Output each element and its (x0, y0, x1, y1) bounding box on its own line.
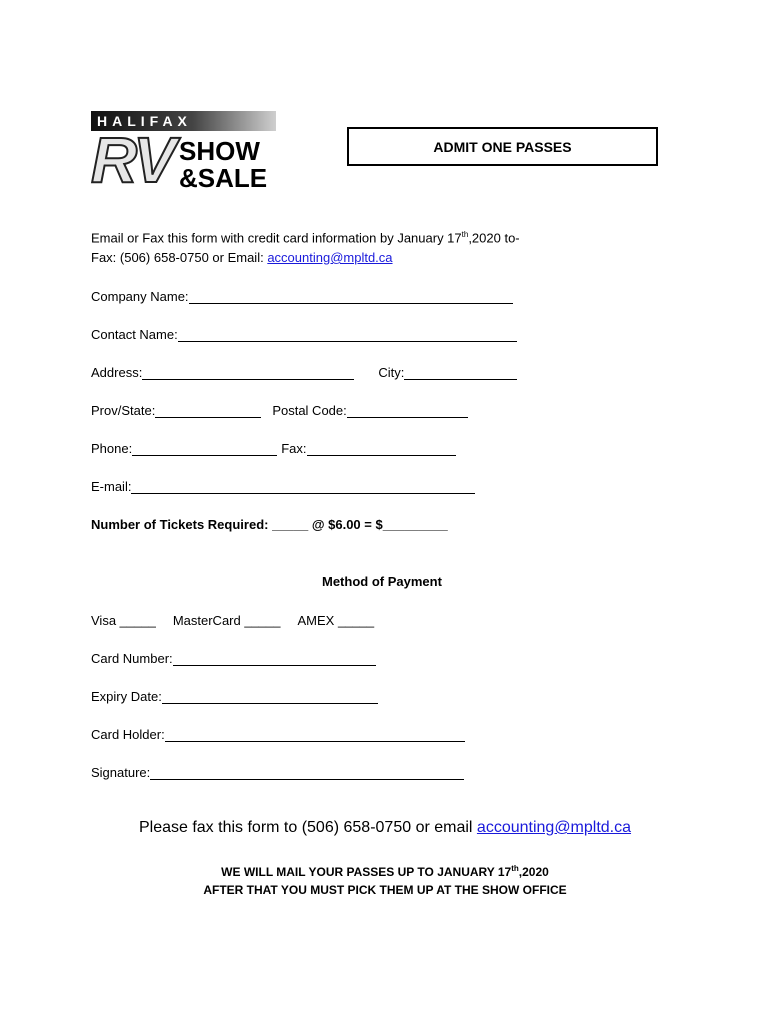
tickets-label: Number of Tickets Required: _____ @ $6.00 = $_________ (91, 517, 448, 532)
mail-notice-text-b: ,2020 (518, 865, 549, 879)
mail-notice (0, 864, 770, 879)
logo-city: HALIFAX (97, 113, 192, 129)
card-number-label: Card Number: (91, 651, 173, 666)
phone-row (91, 438, 456, 456)
title-box (347, 127, 658, 166)
contact-field[interactable] (178, 328, 517, 342)
prov-label: Prov/State: (91, 403, 156, 418)
card-number-row (91, 648, 376, 666)
intro-text-a: Email or Fax this form with credit card information by January 17 (91, 230, 462, 246)
signature-row (91, 762, 464, 780)
card-holder-label: Card Holder: (91, 727, 165, 742)
phone-field[interactable] (132, 442, 277, 456)
email-label: E-mail: (91, 479, 132, 494)
pickup-notice: AFTER THAT YOU MUST PICK THEM UP AT THE SHOW OFFICE (203, 883, 567, 897)
tickets-row (91, 514, 448, 532)
card-holder-field[interactable] (165, 728, 465, 742)
signature-label: Signature: (91, 765, 151, 780)
card-holder-row (91, 724, 465, 742)
prov-field[interactable] (155, 404, 261, 418)
intro-line-2 (91, 250, 393, 265)
city-field[interactable] (404, 366, 517, 380)
fax-instructions-text: Please fax this form to (506) 658-0750 or email (138, 819, 477, 836)
postal-label: Postal Code: (272, 403, 347, 418)
phone-label: Phone: (91, 441, 133, 456)
expiry-row (91, 686, 378, 704)
company-label: Company Name: (91, 289, 189, 304)
card-number-field[interactable] (173, 652, 376, 666)
company-field[interactable] (189, 290, 513, 304)
intro-email-link[interactable]: accounting@mpltd.ca (267, 250, 393, 265)
halifax-rv-show-logo (91, 111, 276, 196)
fax-instructions (0, 819, 770, 837)
footer-email-link[interactable]: accounting@mpltd.ca (476, 819, 632, 836)
logo-rv: RV (91, 124, 172, 196)
payment-heading: Method of Payment (322, 574, 442, 589)
visa-option[interactable]: Visa _____ (91, 613, 156, 628)
signature-field[interactable] (150, 766, 464, 780)
mail-notice-text-a: WE WILL MAIL YOUR PASSES UP TO JANUARY 17 (221, 865, 512, 879)
page-title: ADMIT ONE PASSES (433, 138, 572, 155)
email-field[interactable] (131, 480, 475, 494)
intro-superscript: th (461, 230, 469, 239)
intro-line-1 (91, 230, 520, 245)
expiry-label: Expiry Date: (91, 689, 162, 704)
city-label: City: (378, 365, 405, 380)
address-label: Address: (91, 365, 143, 380)
address-field[interactable] (142, 366, 354, 380)
company-row (91, 286, 513, 304)
fax-field[interactable] (307, 442, 456, 456)
amex-option[interactable]: AMEX _____ (297, 613, 375, 628)
intro-fax-text: Fax: (506) 658-0750 or Email: (91, 250, 268, 265)
mail-notice-superscript: th (511, 864, 519, 873)
logo-sale: &SALE (179, 163, 268, 193)
expiry-field[interactable] (162, 690, 378, 704)
contact-label: Contact Name: (91, 327, 178, 342)
fax-label: Fax: (281, 441, 307, 456)
email-row (91, 476, 475, 494)
prov-row (91, 400, 468, 418)
logo-show: SHOW (179, 136, 260, 166)
address-row (91, 362, 517, 380)
contact-row (91, 324, 517, 342)
intro-text-b: ,2020 to- (468, 230, 520, 246)
card-type-row (91, 610, 374, 628)
postal-field[interactable] (347, 404, 468, 418)
mastercard-option[interactable]: MasterCard _____ (172, 613, 281, 628)
